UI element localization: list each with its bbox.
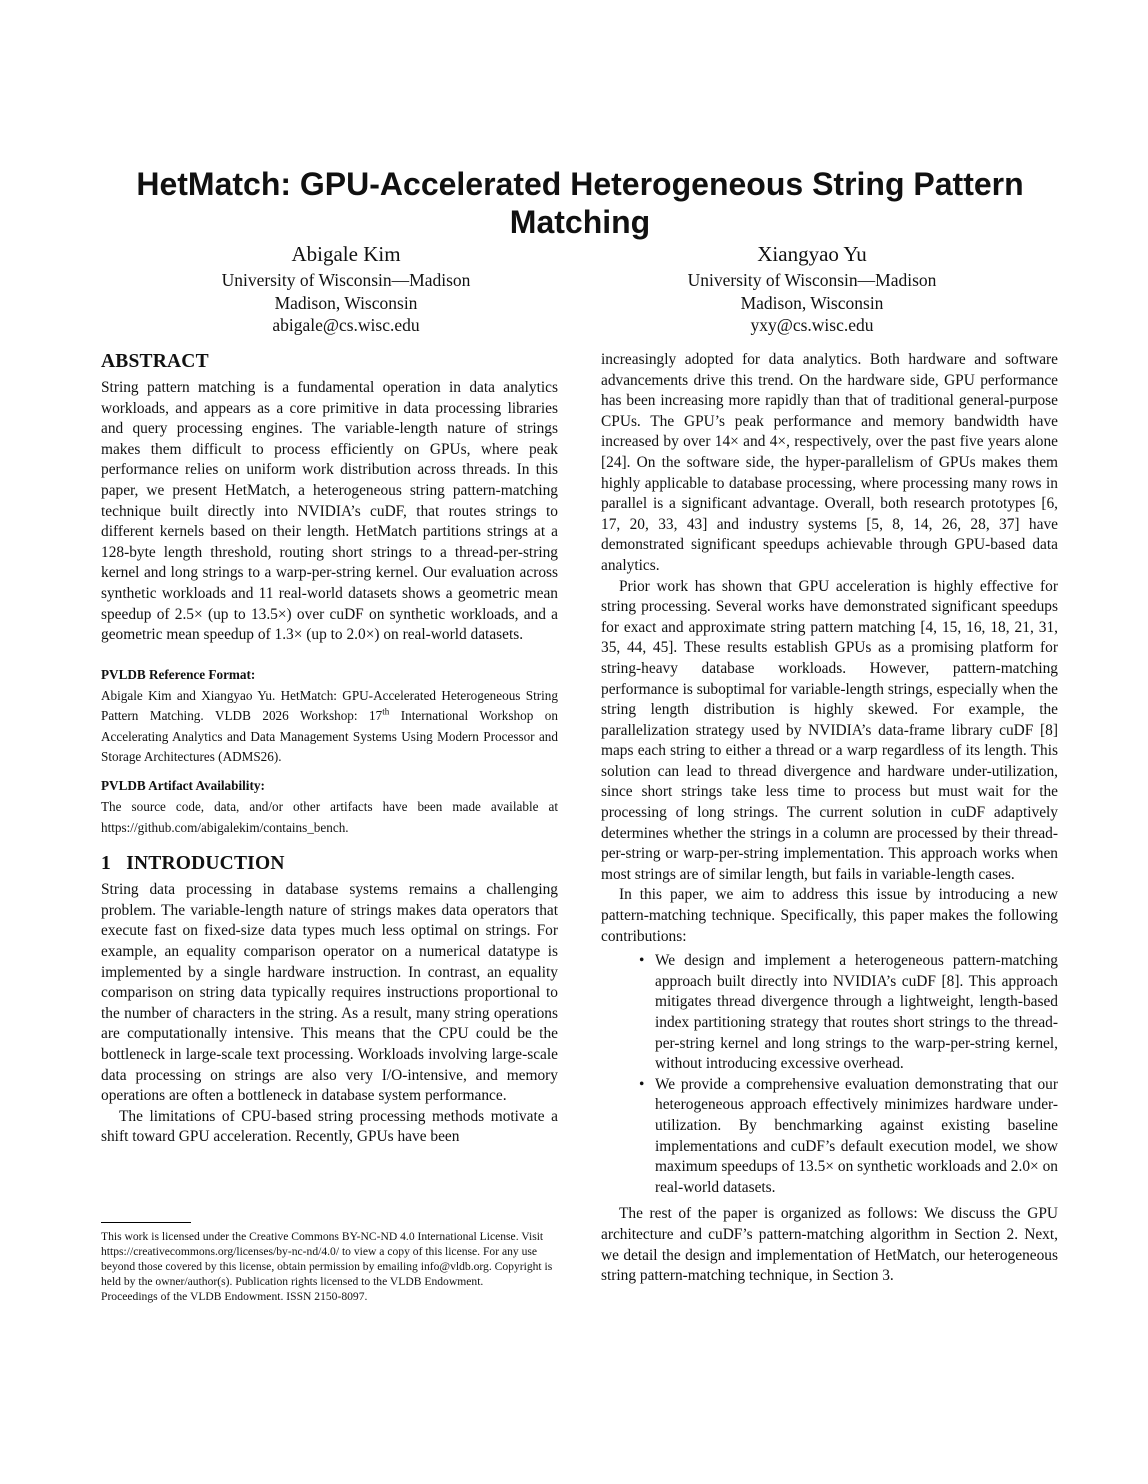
artifact-heading: PVLDB Artifact Availability: bbox=[101, 778, 265, 794]
license-footnote bbox=[101, 1222, 558, 1304]
author-email: yxy@cs.wisc.edu bbox=[750, 315, 874, 335]
author-block-2 bbox=[632, 241, 992, 337]
intro-paragraph-3: Prior work has shown that GPU acceleration is highly effective for string processing. Several works have demonstrated significant speedups for exact and approximate string pattern matching [4, 15, 16, 18, 21, 31, 35, 44, 45]. These results establish GPUs as a promising platform for string-heavy database workloads. However, pattern-matching performance is suboptimal for variable-length strings, especially when the string length distribution is highly skewed. For example, the parallelization strategy used by NVIDIA’s data-frame library cuDF [8] maps each string to either a thread or a warp regardless of its length. This solution can lead to thread divergence and hardware under-utilization, since short strings take less time to process but must wait for the processing of long strings. The current solution in cuDF adaptively determines whether the strings in a column are processed by their thread-per-string or warp-per-string implementation. This approach works when most strings are of similar length, but fails in variable-length cases. bbox=[601, 577, 1058, 883]
intro-paragraph-1: String data processing in database systems remains a challenging problem. The variable-length nature of strings makes data operators that execute fast on fixed-size data types much less optimal on strings. For example, an equality comparison operator on a numerical datatype is implemented by a single hardware instruction. In contrast, an equality comparison on string data typically requires instructions proportional to the number of characters in the string. As a result, many string operations are computationally intensive. This means that the CPU could be the bottleneck in large-scale text processing. Workloads involving large-scale data processing on strings are also very I/O-intensive, and memory operations are often a bottleneck in database system performance. bbox=[101, 881, 558, 1105]
right-column bbox=[601, 350, 1058, 1287]
artifact-text: The source code, data, and/or other artifacts have been made available at https://github.com/abigalekim/contains_bench. bbox=[101, 799, 558, 835]
intro-paragraph-2: The limitations of CPU-based string processing methods motivate a shift toward GPU acceleration. Recently, GPUs have been bbox=[101, 1107, 558, 1146]
list-item: • We design and implement a heterogeneous pattern-matching approach built directly into NVIDIA’s cuDF [8]. This approach mitigates thread divergence through a lightweight, length-based index partitioning strategy that routes short strings to the thread-per-string kernel and long strings to the warp-per-string kernel, without introducing excessive overhead. bbox=[639, 952, 1058, 1073]
author-affiliation: University of Wisconsin—Madison bbox=[221, 270, 471, 290]
list-item: • We provide a comprehensive evaluation demonstrating that our heterogeneous approach effectively minimizes hardware under-utilization. By benchmarking against existing baseline implementations and cuDF’s default execution model, we show maximum speedups of 13.5× on synthetic workloads and 2.0× on real-world datasets. bbox=[639, 1075, 1058, 1196]
author-affiliation: University of Wisconsin—Madison bbox=[687, 270, 937, 290]
author-block-1 bbox=[166, 241, 526, 337]
footnote-rule bbox=[101, 1222, 191, 1223]
author-location: Madison, Wisconsin bbox=[274, 292, 418, 313]
author-email: abigale@cs.wisc.edu bbox=[272, 315, 420, 335]
author-name: Xiangyao Yu bbox=[757, 242, 867, 266]
intro-paragraph-5: The rest of the paper is organized as follows: We discuss the GPU architecture and cuDF’s pattern-matching algorithm in Section 2. Next, we detail the design and implementation of HetMatch, our heterogeneous string pattern-matching technique, in Section 3. bbox=[601, 1205, 1058, 1285]
bullet-icon: • bbox=[639, 952, 645, 970]
bullet-icon: • bbox=[639, 1075, 645, 1093]
proceedings-text: Proceedings of the VLDB Endowment. ISSN 2150-8097. bbox=[101, 1290, 368, 1304]
intro-paragraph-2-continued: increasingly adopted for data analytics. Both hardware and software advancements drive this trend. On the hardware side, GPU performance has been increasing more rapidly than that of traditional general-purpose CPUs. The GPU’s peak performance and memory bandwidth have increased by over 14× and 4×, respectively, over the past five years alone [24]. On the software side, the hyper-parallelism of GPUs makes them highly applicable to database processing, where processing many rows in parallel is a significant advantage. Overall, both research prototypes [6, 17, 20, 33, 43] and industry systems [5, 8, 14, 26, 28, 37] have demonstrated significant speedups achievable through GPU-based data analytics. bbox=[601, 351, 1058, 574]
reference-format-text: Abigale Kim and Xiangyao Yu. HetMatch: GPU-Accelerated Heterogeneous String Pattern Matching. VLDB 2026 Workshop: 17th International Workshop on Accelerating Analytics and Data Management Systems Using Modern Processor and Storage Architectures (ADMS26). bbox=[101, 687, 558, 764]
license-text: This work is licensed under the Creative Commons BY-NC-ND 4.0 International License. Visit https://creativecommons.org/licenses/by-nc-nd/4.0/ to view a copy of this license. For any use beyond those covered by this license, obtain permission by emailing info@vldb.org. Copyright is held by the owner/author(s). Publication rights licensed to the VLDB Endowment. bbox=[101, 1230, 553, 1289]
author-location: Madison, Wisconsin bbox=[740, 292, 884, 313]
abstract-text: String pattern matching is a fundamental operation in data analytics workloads, and appears as a core primitive in data processing libraries and query processing engines. The variable-length nature of strings makes them difficult to process efficiently on GPUs, where peak performance relies on uniform work distribution across threads. In this paper, we present HetMatch, a heterogeneous string pattern-matching technique built directly into NVIDIA’s cuDF, that routes strings to different kernels based on their length. HetMatch partitions strings at a 128-byte length threshold, routing short strings to a thread-per-string kernel and long strings to a warp-per-string kernel. Our evaluation across synthetic workloads and 11 real-world datasets shows a geometric mean speedup of 2.5× (up to 13.5×) over cuDF on synthetic workloads, and a geometric mean speedup of 1.3× (up to 2.0×) on real-world datasets. bbox=[101, 379, 558, 644]
reference-format-heading: PVLDB Reference Format: bbox=[101, 666, 256, 682]
author-name: Abigale Kim bbox=[291, 242, 401, 266]
intro-heading: 1 INTRODUCTION bbox=[101, 853, 285, 875]
paper-title: HetMatch: GPU-Accelerated Heterogeneous String Pattern Matching bbox=[136, 166, 1024, 241]
contribution-list bbox=[601, 951, 1058, 1198]
abstract-heading: ABSTRACT bbox=[101, 351, 209, 372]
left-column bbox=[101, 350, 558, 1148]
intro-paragraph-4: In this paper, we aim to address this issue by introducing a new pattern-matching technique. Specifically, this paper makes the following contributions: bbox=[601, 886, 1058, 945]
